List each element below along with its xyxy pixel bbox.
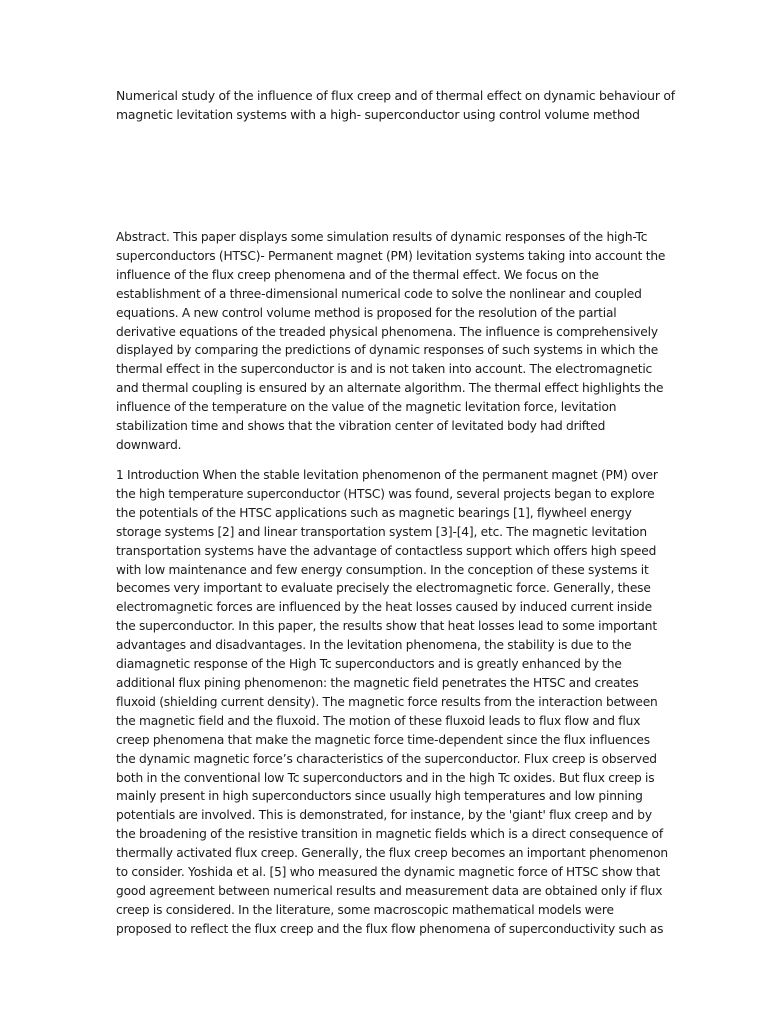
abstract-line: superconductors (HTSC)- Permanent magnet (PM) levitation systems taking into account the (116, 248, 666, 263)
abstract-line: influence of the flux creep phenomena and of the thermal effect. We focus on the (116, 267, 599, 282)
intro-line: 1 Introduction When the stable levitation phenomenon of the permanent magnet (PM) over (116, 468, 658, 482)
abstract-line: derivative equations of the treaded physical phenomena. The influence is comprehensively (116, 324, 658, 339)
intro-line: advantages and disadvantages. In the levitation phenomena, the stability is due to the (116, 638, 632, 653)
intro-line: thermally activated flux creep. Generally, the flux creep becomes an important phenomenon (116, 846, 669, 861)
intro-line: additional flux pining phenomenon: the magnetic field penetrates the HTSC and creates (116, 675, 639, 690)
intro-line: the high temperature superconductor (HTSC) was found, several projects began to explore (116, 486, 655, 501)
abstract-line: equations. A new control volume method is proposed for the resolution of the partial (116, 305, 617, 320)
intro-line: mainly present in high superconductors since usually high temperatures and low pinning (116, 789, 643, 804)
intro-line: storage systems [2] and linear transportation system [3]-[4], etc. The magnetic levitation (116, 524, 647, 539)
abstract-line: displayed by comparing the predictions of dynamic responses of such systems in which the (116, 343, 659, 358)
abstract-line: thermal effect in the superconductor is and is not taken into account. The electromagnetic (116, 362, 653, 377)
intro-line: diamagnetic response of the High Tc superconductors and is greatly enhanced by the (116, 657, 622, 672)
abstract-line: downward. (116, 437, 182, 452)
intro-line: potentials are involved. This is demonstrated, for instance, by the 'giant' flux creep and by (116, 808, 652, 823)
abstract-line: influence of the temperature on the value of the magnetic levitation force, levitation (116, 400, 617, 415)
intro-line: proposed to reflect the flux creep and the flux flow phenomena of superconductivity such as (116, 921, 664, 936)
abstract-line: Abstract. This paper displays some simulation results of dynamic responses of the high-Tc (116, 230, 648, 244)
intro-line: becomes very important to evaluate precisely the electromagnetic force. Generally, these (116, 581, 651, 596)
intro-line: the dynamic magnetic force’s characteristics of the superconductor. Flux creep is observed (116, 751, 657, 766)
intro-line: with low maintenance and few energy consumption. In the conception of these systems it (116, 562, 649, 577)
intro-line: good agreement between numerical results and measurement data are obtained only if flux (116, 883, 663, 898)
intro-line: creep phenomena that make the magnetic force time-dependent since the flux influences (116, 732, 650, 747)
introduction-paragraph (116, 466, 669, 939)
intro-line: creep is considered. In the literature, some macroscopic mathematical models were (116, 902, 614, 917)
abstract-line: and thermal coupling is ensured by an alternate algorithm. The thermal effect highlights the (116, 381, 664, 396)
abstract-line: stabilization time and shows that the vibration center of levitated body had drifted (116, 419, 606, 434)
title-line: magnetic levitation systems with a high- superconductor using control volume method (116, 107, 640, 122)
intro-line: both in the conventional low Tc superconductors and in the high Tc oxides. But flux creep is (116, 770, 655, 785)
intro-line: transportation systems have the advantage of contactless support which offers high speed (116, 543, 657, 558)
intro-line: to consider. Yoshida et al. [5] who measured the dynamic magnetic force of HTSC show that (116, 865, 661, 880)
intro-line: electromagnetic forces are influenced by the heat losses caused by induced current inside (116, 600, 652, 615)
intro-line: the superconductor. In this paper, the results show that heat losses lead to some important (116, 619, 658, 634)
title-line: Numerical study of the influence of flux creep and of thermal effect on dynamic behaviour of (116, 88, 675, 103)
abstract-line: establishment of a three-dimensional numerical code to solve the nonlinear and coupled (116, 286, 642, 301)
document-page (116, 86, 675, 124)
intro-line: the potentials of the HTSC applications such as magnetic bearings [1], flywheel energy (116, 505, 632, 520)
paper-title (116, 86, 675, 124)
intro-line: fluxoid (shielding current density). The magnetic force results from the interaction between (116, 694, 658, 709)
intro-line: the broadening of the resistive transition in magnetic fields which is a direct consequence of (116, 827, 663, 842)
abstract-paragraph (116, 228, 666, 455)
intro-line: the magnetic field and the fluxoid. The motion of these fluxoid leads to flux flow and flux (116, 713, 641, 728)
